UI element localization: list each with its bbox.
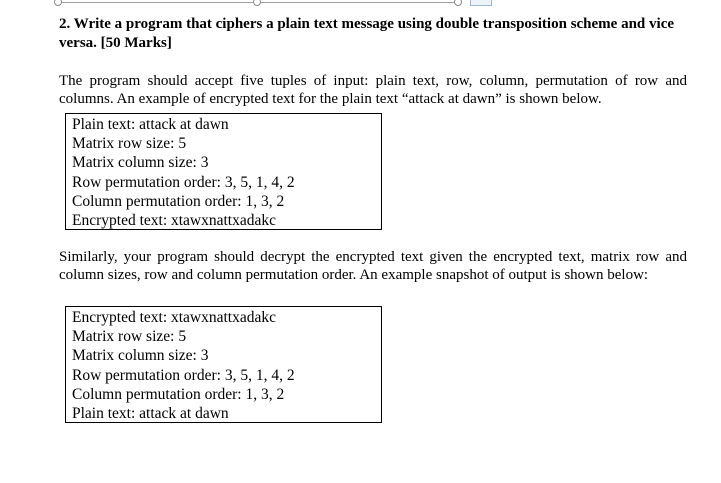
decrypt-example-box <box>65 306 382 423</box>
decrypt-line-row-permutation: Row permutation order: 3, 5, 1, 4, 2 <box>72 366 295 384</box>
encrypt-line-plain-text: Plain text: attack at dawn <box>72 116 229 133</box>
resize-handle-right[interactable] <box>454 0 462 6</box>
encrypt-line-column-permutation: Column permutation order: 1, 3, 2 <box>72 192 285 210</box>
decrypt-line-plain-text: Plain text: attack at dawn <box>72 405 229 423</box>
encrypt-line-row-size: Matrix row size: 5 <box>72 135 187 153</box>
decrypt-line-column-size: Matrix column size: 3 <box>72 347 209 365</box>
encrypt-line-row-permutation: Row permutation order: 3, 5, 1, 4, 2 <box>72 173 295 191</box>
decrypt-line-row-size: Matrix row size: 5 <box>72 328 187 346</box>
decrypt-line-column-permutation: Column permutation order: 1, 3, 2 <box>72 385 285 403</box>
encrypt-line-column-size: Matrix column size: 3 <box>72 154 209 172</box>
decrypt-intro-paragraph: Similarly, your program should decrypt the encrypted text given the encrypted text, matrix row and column sizes, row and column permutation order. An example snapshot of output is shown below: <box>59 249 687 283</box>
encrypt-example-box <box>65 113 382 230</box>
encrypt-line-encrypted-text: Encrypted text: xtawxnattxadakc <box>72 212 277 230</box>
question-heading: 2. Write a program that ciphers a plain text message using double transposition scheme and vice versa. [50 Marks] <box>59 16 675 51</box>
intro-paragraph: The program should accept five tuples of input: plain text, row, column, permutation of row and columns. An example of encrypted text for the plain text “attack at dawn” is shown below. <box>59 73 687 107</box>
decrypt-line-encrypted-text: Encrypted text: xtawxnattxadakc <box>72 309 277 326</box>
resize-handle-left[interactable] <box>54 0 62 6</box>
resize-handle-middle[interactable] <box>253 0 261 6</box>
layout-options-tab[interactable] <box>470 0 492 6</box>
